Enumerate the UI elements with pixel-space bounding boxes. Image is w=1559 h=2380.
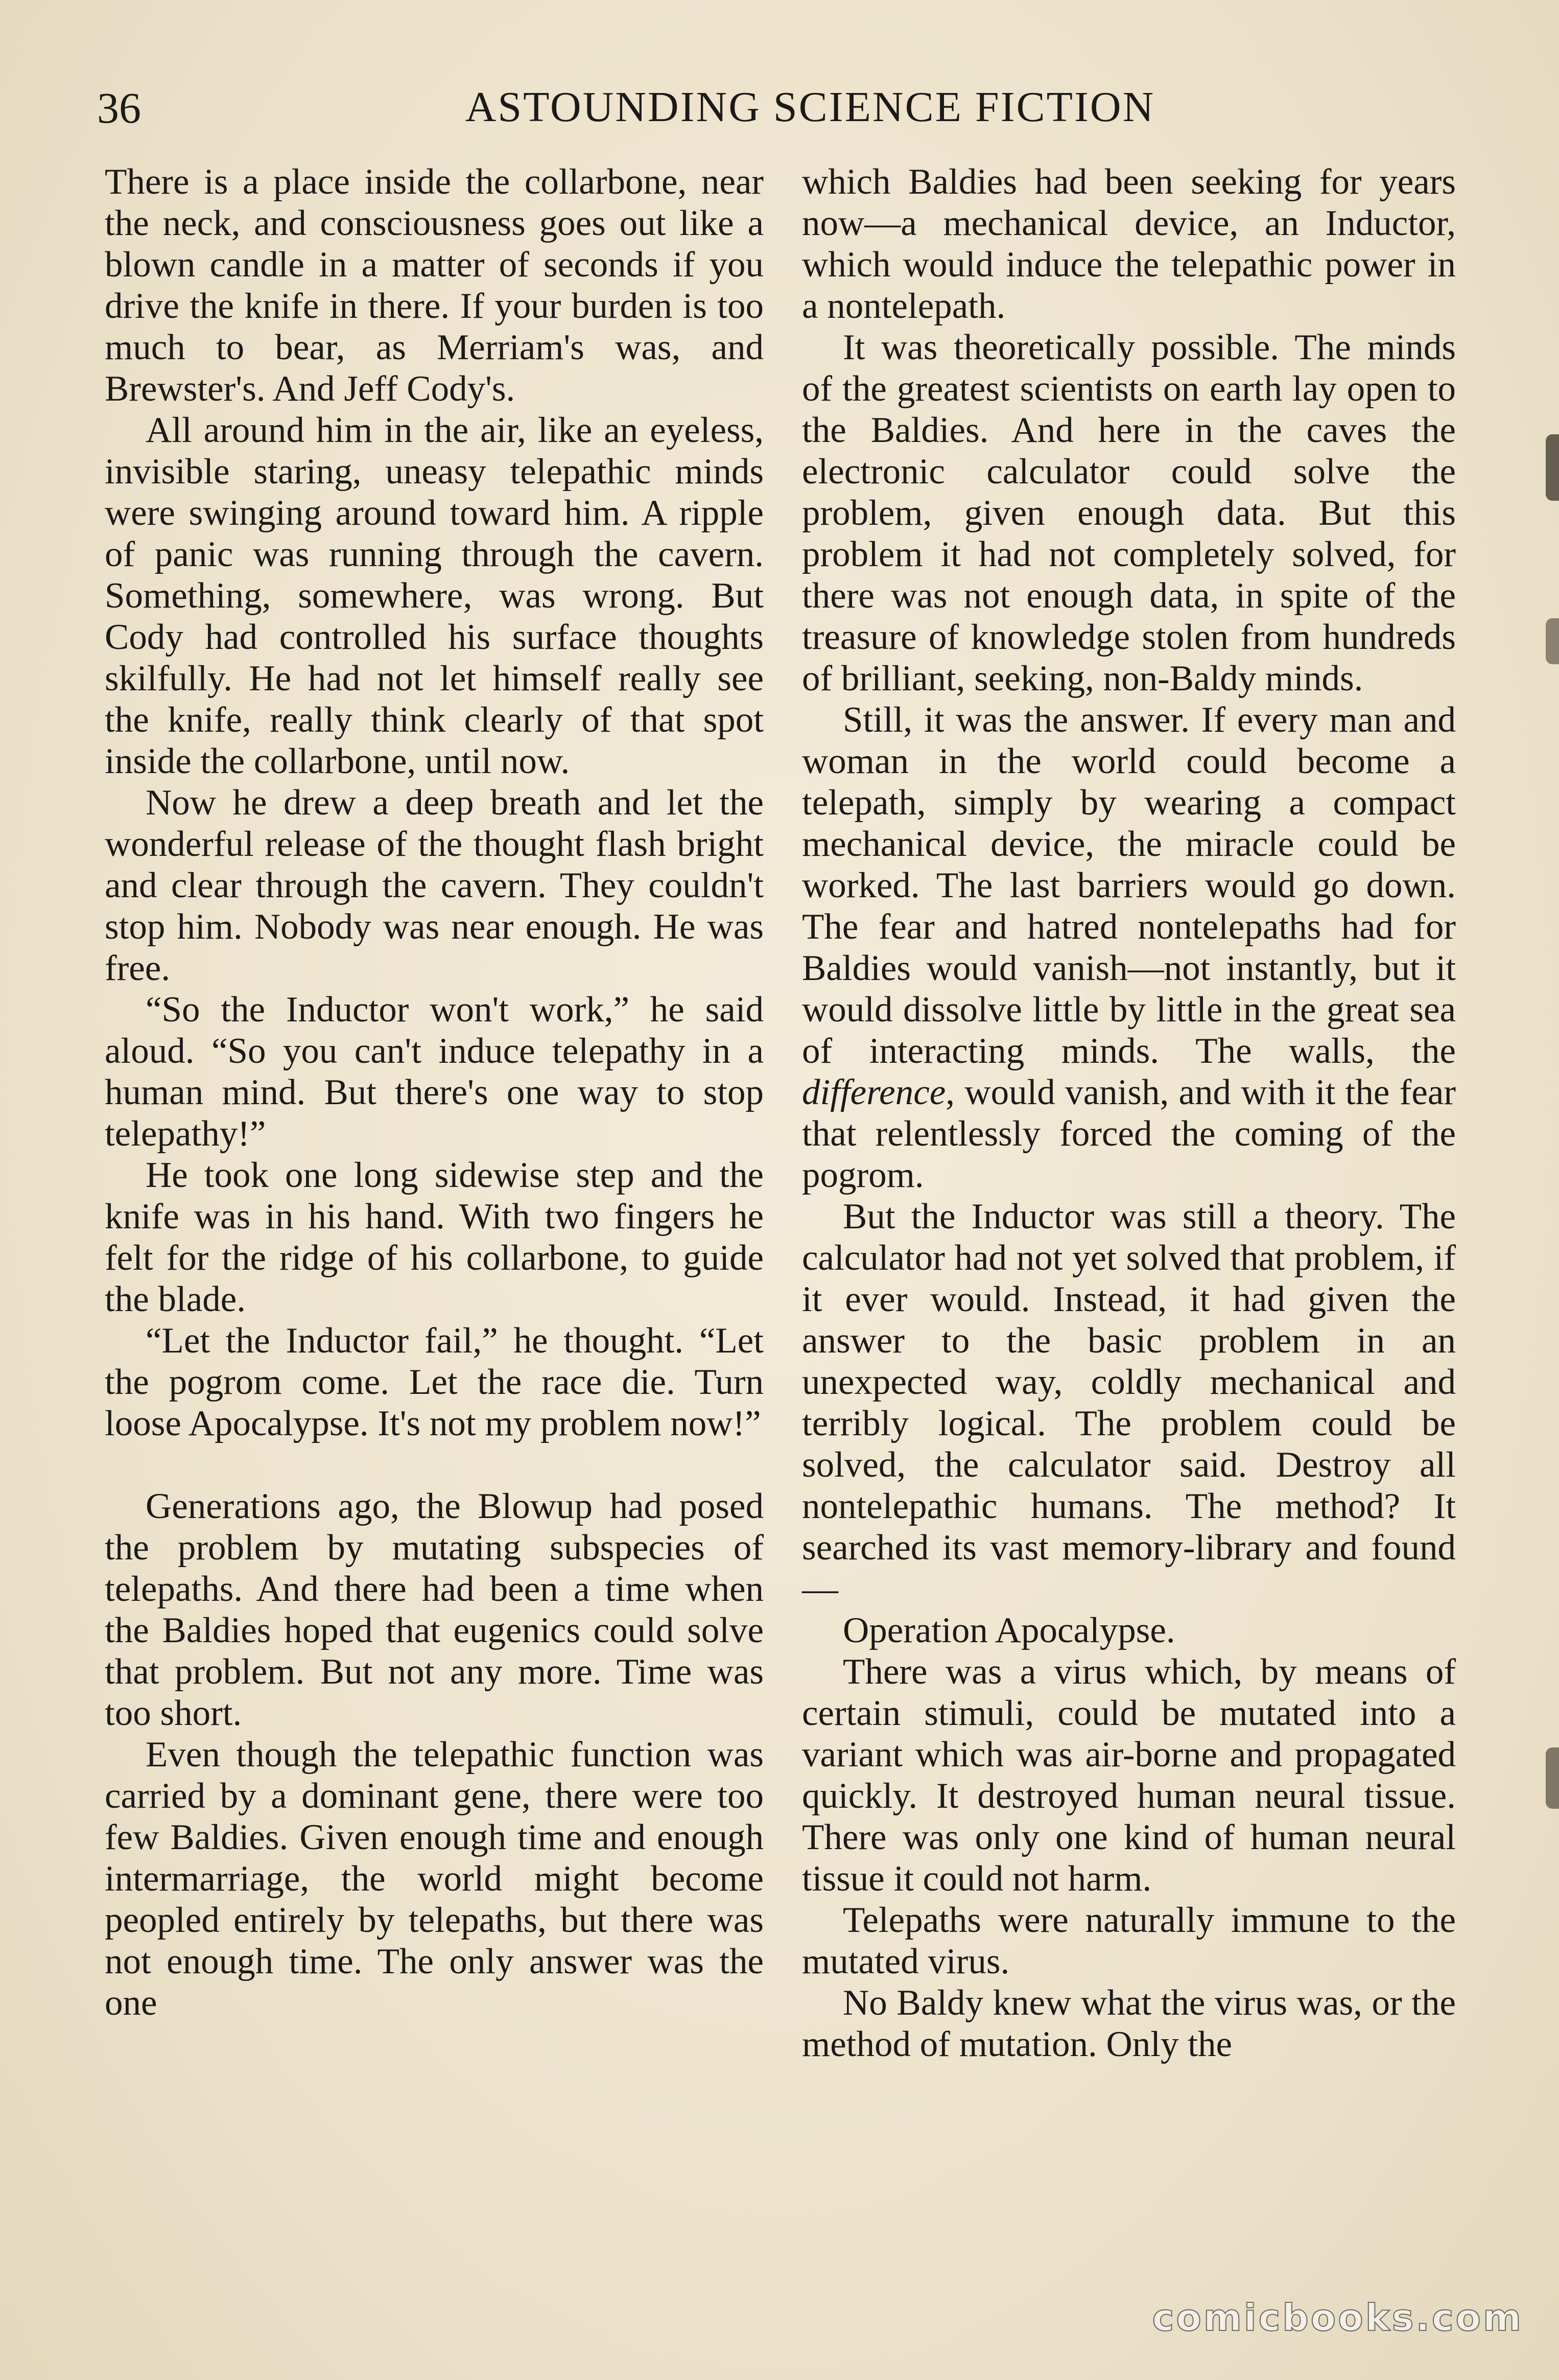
page-number: 36	[97, 83, 141, 132]
paragraph	[802, 699, 1456, 1196]
paragraph: But the Inductor was still a theory. The calculator had not yet solved that problem, if it ever would. Instead, it had given the answer to the basic problem in an unexpected way, coldly mechanical and terribly logical. The problem could be solved, the calculator said. Destroy all nontelepathic humans. The method? It searched its vast memory-library and found—	[802, 1197, 1456, 1609]
left-column	[105, 161, 764, 2024]
paragraph: There is a place inside the collarbone, near the neck, and consciousness goes out like a blown candle in a matter of seconds if you drive the knife in there. If your burden is too much to bear, as Merriam's was, and Brewster's. And Jeff Cody's.	[105, 162, 764, 409]
page-edge-stain	[1546, 618, 1559, 664]
paragraph: which Baldies had been seeking for years now—a mechanical device, an Inductor, which would induce the telepathic power in a nontelepath.	[802, 162, 1456, 326]
running-head: ASTOUNDING SCIENCE FICTION	[465, 83, 1155, 131]
paragraph: He took one long sidewise step and the knife was in his hand. With two fingers he felt for the ridge of his collarbone, to guide the blade.	[105, 1155, 764, 1319]
right-column	[802, 161, 1456, 2065]
paragraph: Operation Apocalypse.	[843, 1611, 1175, 1650]
text-run: Still, it was the answer. If every man and woman in the world could become a telepath, simply by wearing a compact mechanical device, the miracle could be worked. The last barriers would go down. The fear and hatred nontelepaths had for Baldies would vanish—not instantly, but it would dissolve little by little in the great sea of interacting minds. The walls, the	[802, 700, 1456, 1071]
paragraph: There was a virus which, by means of certain stimuli, could be mutated into a variant which was air-borne and propagated quickly. It destroyed human neural tissue. There was only one kind of human neural tissue it could not harm.	[802, 1652, 1456, 1899]
paragraph: “So the Inductor won't work,” he said aloud. “So you can't induce telepathy in a human mind. But there's one way to stop telepathy!”	[105, 990, 764, 1154]
paragraph: It was theoretically possible. The minds of the greatest scientists on earth lay open to the Baldies. And here in the caves the electronic calculator could solve the problem, given enough data. But this problem it had not completely solved, for there was not enough data, in spite of the treasure of knowledge stolen from hundreds of brilliant, seeking, non-Baldy minds.	[802, 328, 1456, 698]
paragraph: Telepaths were naturally immune to the mutated virus.	[802, 1900, 1456, 1981]
text-run: , would vanish, and with it the fear that relentlessly forced the coming of the pogrom.	[802, 1072, 1456, 1195]
paragraph: No Baldy knew what the virus was, or the method of mutation. Only the	[802, 1983, 1456, 2064]
paragraph: “Let the Inductor fail,” he thought. “Let the pogrom come. Let the race die. Turn loose Apocalypse. It's not my problem now!”	[105, 1321, 764, 1443]
paragraph: All around him in the air, like an eyeless, invisible staring, uneasy telepathic minds were swinging around toward him. A ripple of panic was running through the cavern. Something, somewhere, was wrong. But Cody had controlled his surface thoughts skilfully. He had not let himself really see the knife, really think clearly of that spot inside the collarbone, until now.	[105, 410, 764, 781]
page-edge-stain	[1546, 1747, 1559, 1809]
emphasized-word: difference	[802, 1072, 946, 1112]
watermark: comicbooks.com	[1152, 2296, 1523, 2339]
paragraph: Generations ago, the Blowup had posed the problem by mutating subspecies of telepaths. And there had been a time when the Baldies hoped that eugenics could solve that problem. But not any more. Time was too short.	[105, 1486, 764, 1733]
paragraph: Now he drew a deep breath and let the wonderful release of the thought flash bright and clear through the cavern. They couldn't stop him. Nobody was near enough. He was free.	[105, 783, 764, 988]
paragraph: Even though the telepathic function was carried by a dominant gene, there were too few Baldies. Given enough time and enough intermarriage, the world might become peopled entirely by telepaths, but there was not enough time. The only answer was the one	[105, 1735, 764, 2023]
page-edge-stain	[1546, 434, 1559, 501]
